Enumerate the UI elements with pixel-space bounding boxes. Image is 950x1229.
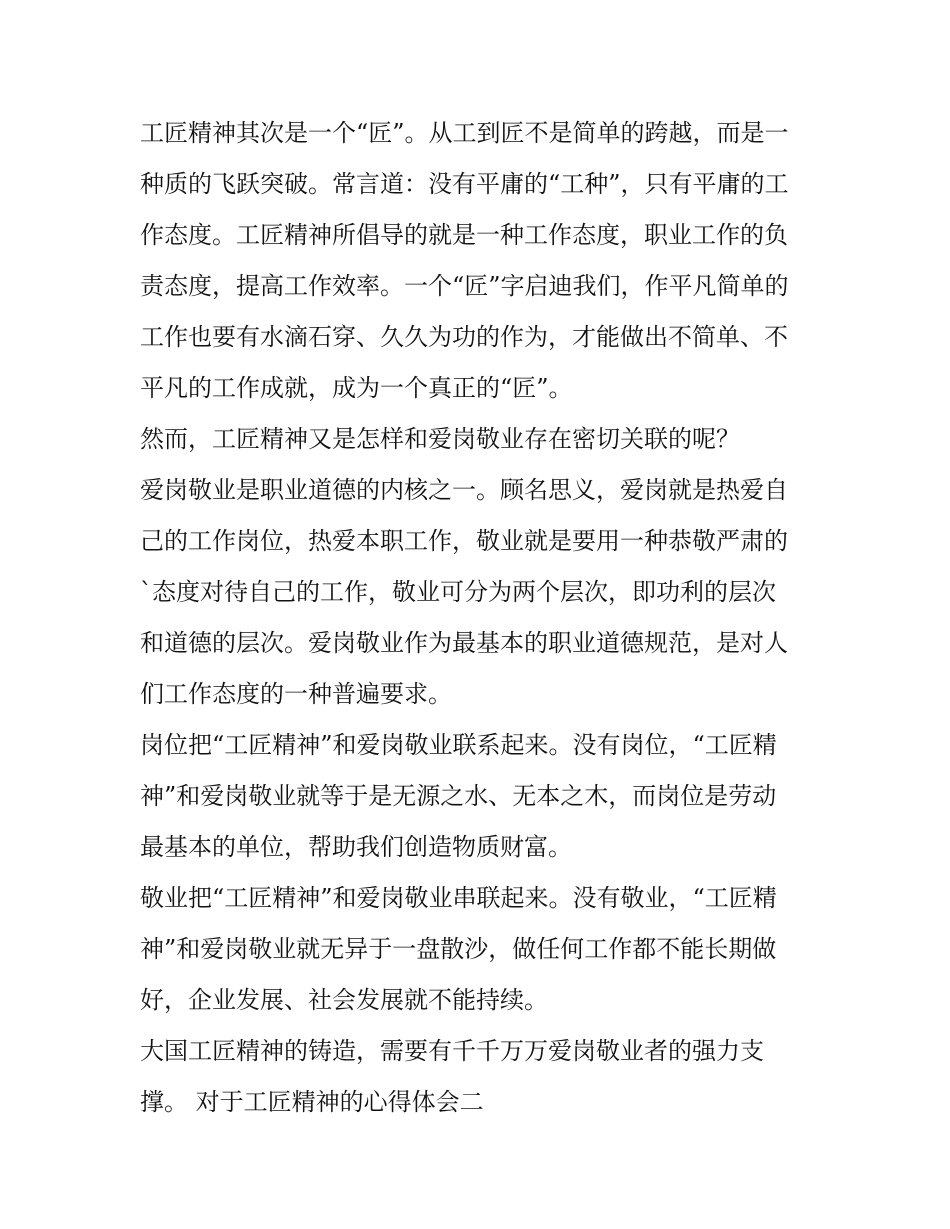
text-line: `态度对待自己的工作，敬业可分为两个层次，即功利的层次 [140,578,776,606]
text-line: 撑。 对于工匠精神的心得体会二 [140,1088,484,1116]
text-line: 责态度，提高工作效率。一个“匠”字启迪我们，作平凡简单的 [140,272,789,300]
text-line: 己的工作岗位，热爱本职工作，敬业就是要用一种恭敬严肃的 [140,527,788,555]
text-line: 种质的飞跃突破。常言道：没有平庸的“工种”，只有平庸的工 [140,170,789,198]
text-line: 然而，工匠精神又是怎样和爱岗敬业存在密切关联的呢？ [140,425,740,453]
text-line: 大国工匠精神的铸造，需要有千千万万爱岗敬业者的强力支 [140,1037,764,1065]
document-body [140,108,812,1128]
text-line: 平凡的工作成就，成为一个真正的“匠”。 [140,374,573,402]
text-line: 岗位把“工匠精神”和爱岗敬业联系起来。没有岗位，“工匠精 [140,731,777,759]
text-line: 作态度。工匠精神所倡导的就是一种工作态度，职业工作的负 [140,221,788,249]
text-line: 工作也要有水滴石穿、久久为功的作为，才能做出不简单、不 [140,323,788,351]
text-line: 神”和爱岗敬业就等于是无源之水、无本之木，而岗位是劳动 [140,782,777,810]
text-line: 神”和爱岗敬业就无异于一盘散沙，做任何工作都不能长期做 [140,935,777,963]
text-line: 和道德的层次。爱岗敬业作为最基本的职业道德规范，是对人 [140,629,788,657]
text-line: 好，企业发展、社会发展就不能持续。 [140,986,548,1014]
text-line: 爱岗敬业是职业道德的内核之一。顾名思义，爱岗就是热爱自 [140,476,788,504]
text-line: 最基本的单位，帮助我们创造物质财富。 [140,833,572,861]
text-line: 工匠精神其次是一个“匠”。从工到匠不是简单的跨越，而是一 [140,119,789,147]
text-line: 敬业把“工匠精神”和爱岗敬业串联起来。没有敬业，“工匠精 [140,884,777,912]
text-line: 们工作态度的一种普遍要求。 [140,680,452,708]
